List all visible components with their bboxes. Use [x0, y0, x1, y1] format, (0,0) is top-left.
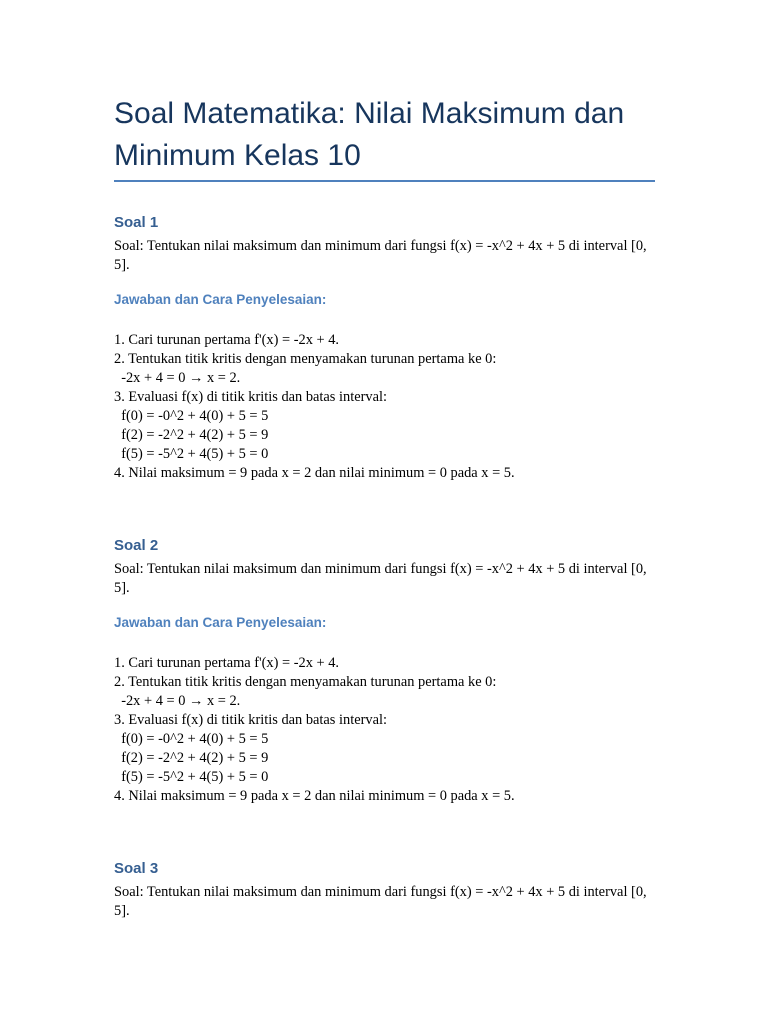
- step-line: 1. Cari turunan pertama f'(x) = -2x + 4.: [114, 654, 340, 671]
- soal-heading: Soal 2: [114, 537, 159, 554]
- step-line: 4. Nilai maksimum = 9 pada x = 2 dan nilai minimum = 0 pada x = 5.: [114, 787, 515, 804]
- answer-heading: Jawaban dan Cara Penyelesaian:: [114, 292, 327, 307]
- question-text: Soal: Tentukan nilai maksimum dan minimum dari fungsi f(x) = -x^2 + 4x + 5 di interval [0, 5].: [114, 883, 647, 919]
- step-line: f(2) = -2^2 + 4(2) + 5 = 9: [114, 426, 269, 443]
- soal-1-section: [114, 213, 655, 483]
- question-text: Soal: Tentukan nilai maksimum dan minimum dari fungsi f(x) = -x^2 + 4x + 5 di interval [0, 5].: [114, 560, 647, 596]
- step-line: f(0) = -0^2 + 4(0) + 5 = 5: [114, 407, 269, 424]
- step-line: f(5) = -5^2 + 4(5) + 5 = 0: [114, 768, 269, 785]
- step-line: f(5) = -5^2 + 4(5) + 5 = 0: [114, 445, 269, 462]
- document-title: Soal Matematika: Nilai Maksimum dan Minimum Kelas 10: [114, 93, 655, 182]
- soal-2-section: [114, 536, 655, 806]
- step-line: 1. Cari turunan pertama f'(x) = -2x + 4.: [114, 331, 340, 348]
- soal-heading: Soal 3: [114, 860, 159, 877]
- step-line: 4. Nilai maksimum = 9 pada x = 2 dan nilai minimum = 0 pada x = 5.: [114, 464, 515, 481]
- step-line: -2x + 4 = 0 → x = 2.: [114, 692, 241, 709]
- question-text: Soal: Tentukan nilai maksimum dan minimum dari fungsi f(x) = -x^2 + 4x + 5 di interval [0, 5].: [114, 237, 647, 273]
- step-line: 3. Evaluasi f(x) di titik kritis dan batas interval:: [114, 711, 387, 728]
- step-line: 3. Evaluasi f(x) di titik kritis dan batas interval:: [114, 388, 387, 405]
- step-line: 2. Tentukan titik kritis dengan menyamakan turunan pertama ke 0:: [114, 350, 497, 367]
- answer-heading: Jawaban dan Cara Penyelesaian:: [114, 615, 327, 630]
- step-line: f(0) = -0^2 + 4(0) + 5 = 5: [114, 730, 269, 747]
- soal-3-section: [114, 859, 655, 921]
- soal-heading: Soal 1: [114, 214, 159, 231]
- answer-steps: [114, 654, 655, 806]
- step-line: -2x + 4 = 0 → x = 2.: [114, 369, 241, 386]
- step-line: f(2) = -2^2 + 4(2) + 5 = 9: [114, 749, 269, 766]
- step-line: 2. Tentukan titik kritis dengan menyamakan turunan pertama ke 0:: [114, 673, 497, 690]
- answer-steps: [114, 331, 655, 483]
